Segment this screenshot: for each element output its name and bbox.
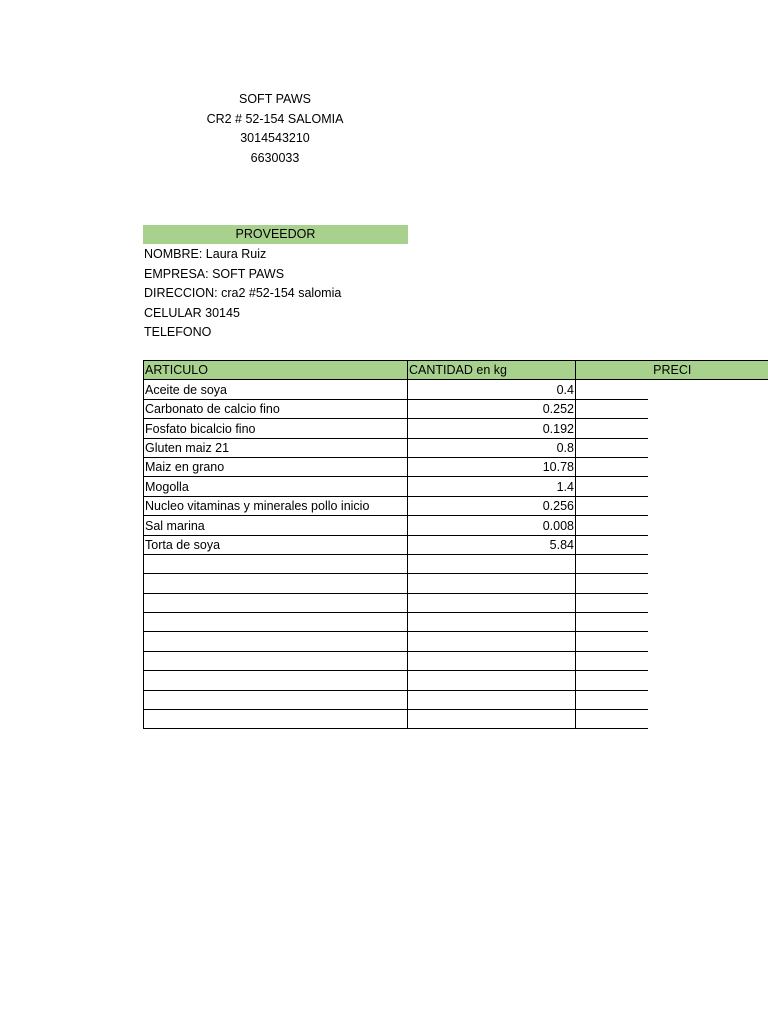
cell-cantidad[interactable] [408, 690, 576, 709]
cell-cantidad[interactable] [408, 574, 576, 593]
cell-cantidad[interactable] [408, 651, 576, 670]
cell-cantidad[interactable] [408, 671, 576, 690]
cutoff-area [648, 380, 768, 740]
cell-articulo[interactable]: Carbonato de calcio fino [144, 399, 408, 418]
column-header-precio: PRECI [576, 361, 768, 380]
cell-cantidad[interactable]: 10.78 [408, 457, 576, 476]
cell-articulo[interactable] [144, 574, 408, 593]
proveedor-nombre: NOMBRE: Laura Ruiz [144, 247, 267, 261]
column-header-cantidad: CANTIDAD en kg [408, 361, 576, 380]
cell-articulo[interactable]: Sal marina [144, 516, 408, 535]
cell-cantidad[interactable] [408, 554, 576, 573]
proveedor-telefono: TELEFONO [144, 325, 212, 339]
company-info [175, 90, 375, 168]
cell-cantidad[interactable]: 5.84 [408, 535, 576, 554]
cell-articulo[interactable] [144, 671, 408, 690]
proveedor-header: PROVEEDOR [143, 225, 408, 244]
cell-articulo[interactable]: Gluten maiz 21 [144, 438, 408, 457]
cell-articulo[interactable]: Fosfato bicalcio fino [144, 419, 408, 438]
company-landline: 6630033 [250, 150, 300, 165]
cell-cantidad[interactable]: 0.4 [408, 380, 576, 399]
cell-cantidad[interactable]: 0.8 [408, 438, 576, 457]
cell-cantidad[interactable] [408, 632, 576, 651]
cell-articulo[interactable] [144, 690, 408, 709]
cell-articulo[interactable]: Mogolla [144, 477, 408, 496]
cell-articulo[interactable]: Torta de soya [144, 535, 408, 554]
cell-articulo[interactable]: Maiz en grano [144, 457, 408, 476]
proveedor-direccion: DIRECCION: cra2 #52-154 salomia [144, 286, 342, 300]
cell-cantidad[interactable]: 1.4 [408, 477, 576, 496]
cell-cantidad[interactable]: 0.252 [408, 399, 576, 418]
cell-articulo[interactable]: Nucleo vitaminas y minerales pollo inicio [144, 496, 408, 515]
table-header-row [144, 361, 768, 380]
cell-articulo[interactable] [144, 632, 408, 651]
company-phone: 3014543210 [240, 131, 310, 145]
proveedor-celular: CELULAR 30145 [144, 305, 240, 320]
cell-cantidad[interactable]: 0.192 [408, 419, 576, 438]
column-header-articulo: ARTICULO [144, 361, 408, 380]
proveedor-empresa: EMPRESA: SOFT PAWS [144, 266, 285, 281]
cell-articulo[interactable] [144, 554, 408, 573]
cell-articulo[interactable] [144, 613, 408, 632]
company-address: CR2 # 52-154 SALOMIA [206, 111, 344, 126]
cell-cantidad[interactable] [408, 710, 576, 729]
cell-articulo[interactable] [144, 651, 408, 670]
proveedor-details [144, 245, 341, 343]
cell-articulo[interactable] [144, 593, 408, 612]
company-name: SOFT PAWS [239, 92, 311, 106]
cell-cantidad[interactable] [408, 593, 576, 612]
cell-articulo[interactable]: Aceite de soya [144, 380, 408, 399]
cell-articulo[interactable] [144, 710, 408, 729]
cell-cantidad[interactable]: 0.008 [408, 516, 576, 535]
cell-cantidad[interactable] [408, 613, 576, 632]
cell-cantidad[interactable]: 0.256 [408, 496, 576, 515]
